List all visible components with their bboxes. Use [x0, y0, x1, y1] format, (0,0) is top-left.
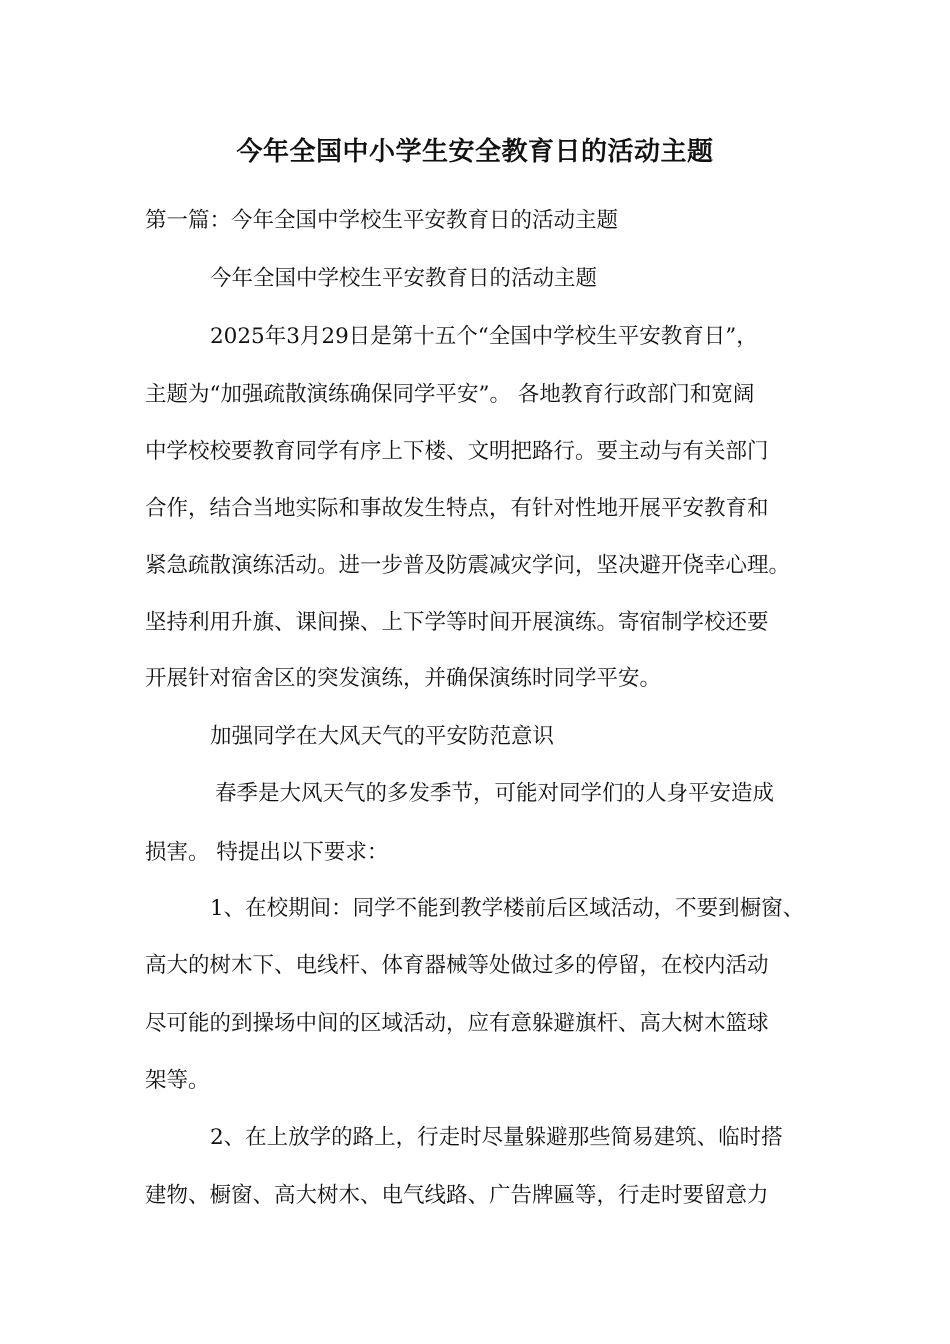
list-item-line: 架等。 [145, 1068, 210, 1093]
paragraph-line: 损害。 特提出以下要求： [145, 840, 389, 865]
section-heading: 第一篇：今年全国中学校生平安教育日的活动主题 [145, 208, 619, 233]
paragraph-line: 主题为“加强疏散演练确保同学平安”。 各地教育行政部门和宽阔 [145, 382, 755, 407]
list-item-line: 1、在校期间：同学不能到教学楼前后区域活动，不要到橱窗、 [210, 896, 805, 921]
paragraph-line: 春季是大风天气的多发季节，可能对同学们的人身平安造成 [215, 781, 775, 806]
list-item-line: 尽可能的到操场中间的区域活动，应有意躲避旗杆、高大树木篮球 [145, 1011, 769, 1036]
paragraph-line: 坚持利用升旗、课间操、上下学等时间开展演练。寄宿制学校还要 [145, 610, 769, 635]
paragraph-line: 合作，结合当地实际和事故发生特点，有针对性地开展平安教育和 [145, 496, 769, 521]
section-subheading: 加强同学在大风天气的平安防范意识 [210, 724, 555, 749]
list-item-line: 2、在上放学的路上，行走时尽量躲避那些简易建筑、临时搭 [210, 1125, 783, 1150]
document-title: 今年全国中小学生安全教育日的活动主题 [236, 137, 714, 167]
paragraph-line: 中学校校要教育同学有序上下楼、文明把路行。要主动与有关部门 [145, 439, 769, 464]
paragraph-line: 2025年3月29日是第十五个“全国中学校生平安教育日”， [210, 324, 758, 349]
list-item-line: 建物、橱窗、高大树木、电气线路、广告牌匾等，行走时要留意力 [145, 1183, 769, 1208]
paragraph-line: 开展针对宿舍区的突发演练，并确保演练时同学平安。 [145, 666, 662, 691]
paragraph-line: 紧急疏散演练活动。进一步普及防震减灾学问，坚决避开侥幸心理。 [145, 553, 791, 578]
subtitle-line: 今年全国中学校生平安教育日的活动主题 [210, 266, 598, 291]
list-item-line: 高大的树木下、电线杆、体育器械等处做过多的停留，在校内活动 [145, 953, 769, 978]
